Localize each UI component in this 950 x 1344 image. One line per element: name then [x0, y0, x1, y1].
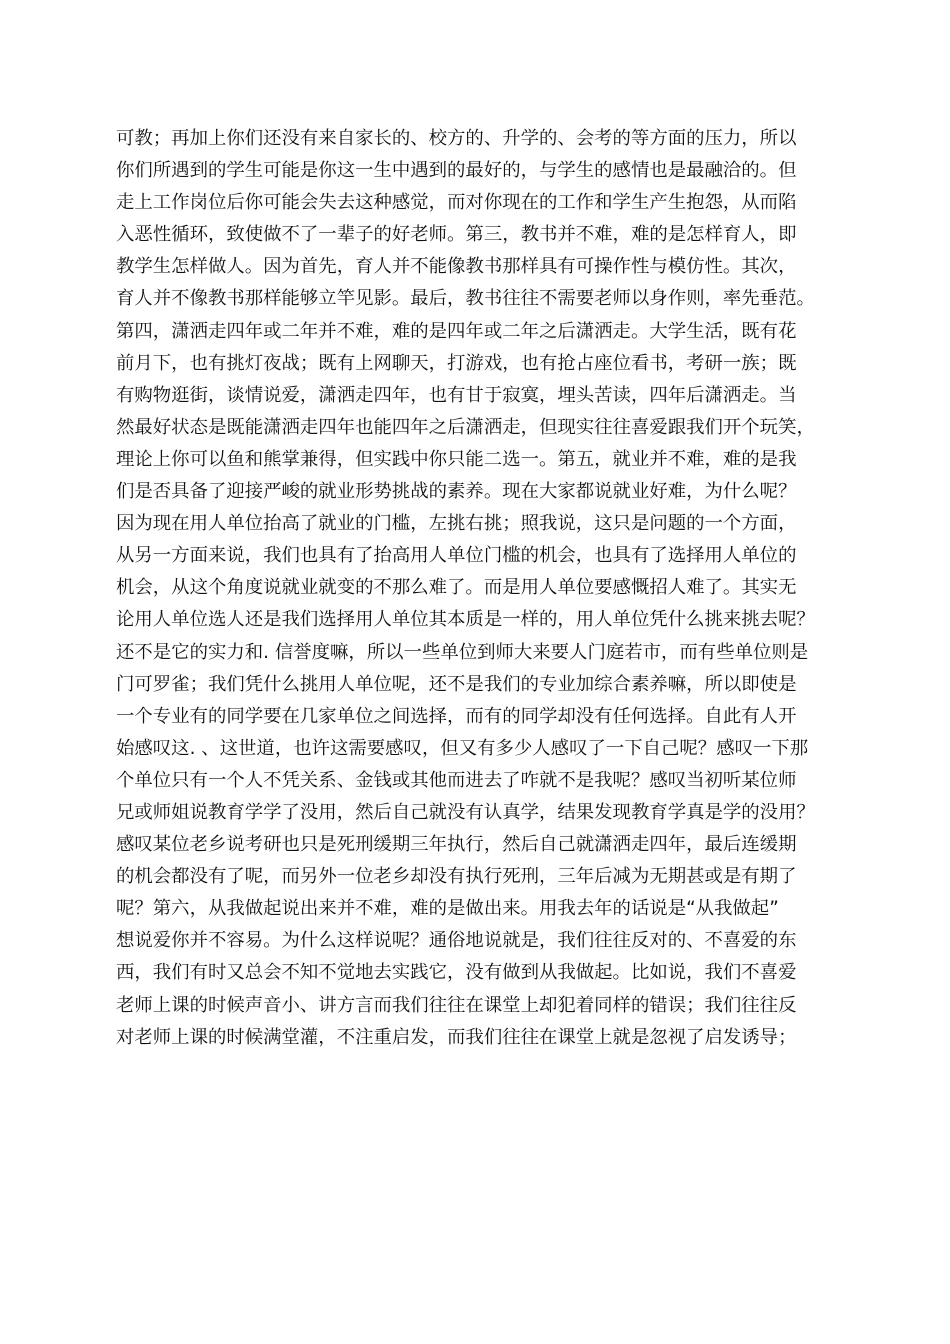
text-line: 感叹某位老乡说考研也只是死刑缓期三年执行，然后自己就潇洒走四年，最后连缓期: [116, 834, 797, 856]
text-line: 可教；再加上你们还没有来自家长的、校方的、升学的、会考的等方面的压力，所以: [116, 128, 797, 149]
text-line: 西，我们有时又总会不知不觉地去实践它，没有做到从我做起。比如说，我们不喜爱: [116, 962, 797, 984]
text-line: 对老师上课的时候满堂灌，不注重启发，而我们往往在课堂上就是忽视了启发诱导；: [116, 1026, 797, 1048]
text-line: 育人并不像教书那样能够立竿见影。最后，教书往往不需要老师以身作则，率先垂范。: [116, 288, 815, 310]
text-line: 们是否具备了迎接严峻的就业形势挑战的素养。现在大家都说就业好难，为什么呢？: [116, 481, 797, 503]
text-line: 走上工作岗位后你可能会失去这种感觉，而对你现在的工作和学生产生抱怨，从而陷: [116, 192, 797, 214]
text-line: 入恶性循环，致使做不了一辈子的好老师。第三，教书并不难，难的是怎样育人，即: [116, 224, 797, 246]
text-line: 第四，潇洒走四年或二年并不难，难的是四年或二年之后潇洒走。大学生活，既有花: [116, 320, 797, 342]
text-line: 呢？第六，从我做起说出来并不难，难的是做出来。用我去年的话说是“从我做起”: [116, 898, 779, 920]
body-text: [116, 123, 846, 1054]
text-line: 有购物逛街，谈情说爱，潇洒走四年，也有甘于寂寞，埋头苦读，四年后潇洒走。当: [116, 384, 797, 406]
text-line: 你们所遇到的学生可能是你这一生中遇到的最好的，与学生的感情也是最融洽的。但: [116, 160, 797, 182]
text-line: 前月下，也有挑灯夜战；既有上网聊天，打游戏，也有抢占座位看书，考研一族；既: [116, 352, 797, 374]
text-line: 始感叹这. 、这世道，也许这需要感叹，但又有多少人感叹了一下自己呢？感叹一下那: [116, 737, 809, 759]
text-line: 机会，从这个角度说就业就变的不那么难了。而是用人单位要感慨招人难了。其实无: [116, 577, 797, 599]
text-line: 教学生怎样做人。因为首先，育人并不能像教书那样具有可操作性与模仿性。其次，: [116, 256, 797, 278]
text-line: 门可罗雀；我们凭什么挑用人单位呢，还不是我们的专业加综合素养嘛，所以即使是: [116, 673, 797, 695]
text-line: 理论上你可以鱼和熊掌兼得，但实践中你只能二选一。第五，就业并不难，难的是我: [116, 448, 797, 470]
text-line: 的机会都没有了呢，而另外一位老乡却没有执行死刑，三年后减为无期甚或是有期了: [116, 866, 797, 888]
text-line: 老师上课的时候声音小、讲方言而我们往往在课堂上却犯着同样的错误；我们往往反: [116, 994, 797, 1016]
text-line: 一个专业有的同学要在几家单位之间选择，而有的同学却没有任何选择。自此有人开: [116, 705, 797, 727]
text-line: 然最好状态是既能潇洒走四年也能四年之后潇洒走，但现实往往喜爱跟我们开个玩笑，: [116, 416, 815, 438]
text-line: 个单位只有一个人不凭关系、金钱或其他而进去了咋就不是我呢？感叹当初听某位师: [116, 769, 797, 791]
text-line: 从另一方面来说，我们也具有了抬高用人单位门槛的机会，也具有了选择用人单位的: [116, 545, 797, 567]
text-line: 论用人单位选人还是我们选择用人单位其本质是一样的，用人单位凭什么挑来挑去呢？: [116, 609, 815, 631]
text-line: 因为现在用人单位抬高了就业的门槛，左挑右挑；照我说，这只是问题的一个方面，: [116, 513, 797, 535]
text-line: 还不是它的实力和. 信誉度嘛，所以一些单位到师大来要人门庭若市，而有些单位则是: [116, 641, 809, 663]
text-line: 想说爱你并不容易。为什么这样说呢？通俗地说就是，我们往往反对的、不喜爱的东: [116, 930, 797, 952]
text-line: 兄或师姐说教育学学了没用，然后自己就没有认真学，结果发现教育学真是学的没用？: [116, 801, 815, 823]
